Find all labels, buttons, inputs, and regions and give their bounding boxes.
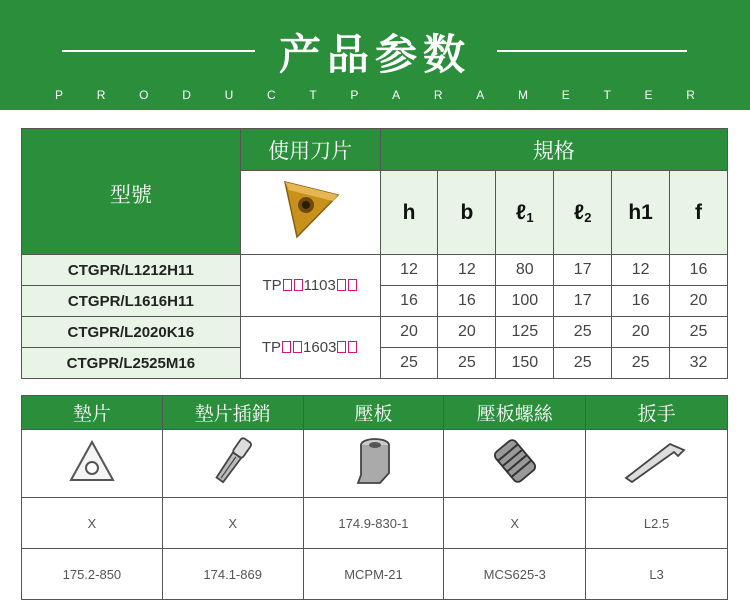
divider-right — [497, 50, 687, 52]
model-header: 型號 — [22, 129, 241, 255]
part-number-cell: MCS625-3 — [444, 549, 586, 600]
parts-column-header: 壓板螺絲 — [444, 396, 586, 430]
placeholder-box — [337, 341, 346, 353]
placeholder-box — [348, 341, 357, 353]
shim-pin-image — [162, 430, 303, 498]
part-number-cell: L2.5 — [586, 498, 728, 549]
subtitle-letter: A — [476, 88, 485, 102]
shim-pin-icon — [210, 434, 256, 488]
value-cell: 25 — [554, 317, 612, 348]
insert-prefix: TP — [261, 339, 282, 356]
insert-image — [240, 171, 380, 255]
clamp-screw-icon — [488, 436, 542, 486]
column-symbol: b — [460, 200, 474, 224]
insert-prefix: TP — [262, 277, 282, 294]
spec-column-header — [438, 171, 496, 255]
spec-column-header — [554, 171, 612, 255]
parts-column-header: 墊片 — [22, 396, 163, 430]
subtitle-letter: M — [518, 88, 529, 102]
column-symbol: h — [402, 200, 416, 224]
column-subscript: 2 — [584, 209, 592, 225]
subtitle-letter: O — [139, 88, 149, 102]
column-symbol: f — [695, 200, 703, 224]
subtitle-letter: A — [392, 88, 401, 102]
placeholder-box — [282, 341, 291, 353]
placeholder-box — [348, 279, 357, 291]
model-cell: CTGPR/L1212H11 — [22, 255, 241, 286]
insert-code-cell — [240, 317, 380, 379]
table-row — [22, 255, 728, 286]
placeholder-box — [337, 279, 346, 291]
value-cell: 25 — [438, 348, 496, 379]
value-cell: 80 — [496, 255, 554, 286]
value-cell: 25 — [554, 348, 612, 379]
value-cell: 12 — [612, 255, 670, 286]
part-number-cell: X — [22, 498, 163, 549]
part-number-cell: X — [444, 498, 586, 549]
model-cell: CTGPR/L1616H11 — [22, 286, 241, 317]
insert-header: 使用刀片 — [240, 129, 380, 171]
value-cell: 20 — [612, 317, 670, 348]
placeholder-box — [293, 341, 302, 353]
value-cell: 16 — [670, 255, 728, 286]
value-cell: 16 — [380, 286, 438, 317]
value-cell: 17 — [554, 255, 612, 286]
value-cell: 20 — [670, 286, 728, 317]
clamp-icon — [350, 435, 396, 487]
table-row — [22, 317, 728, 348]
wrench-image — [586, 430, 728, 498]
subtitle-letter: T — [603, 88, 611, 102]
value-cell: 12 — [380, 255, 438, 286]
spec-table — [21, 128, 728, 379]
part-number-cell: MCPM-21 — [303, 549, 444, 600]
value-cell: 150 — [496, 348, 554, 379]
spec-column-header — [380, 171, 438, 255]
clamp-screw-image — [444, 430, 586, 498]
page-title: 产品参数 — [278, 30, 471, 79]
spec-column-header — [612, 171, 670, 255]
header-banner — [0, 0, 750, 110]
parts-table — [21, 395, 728, 600]
parts-column-header: 扳手 — [586, 396, 728, 430]
value-cell: 125 — [496, 317, 554, 348]
placeholder-box — [283, 279, 292, 291]
value-cell: 25 — [670, 317, 728, 348]
placeholder-box — [294, 279, 303, 291]
subtitle-letter: R — [433, 88, 443, 102]
model-cell: CTGPR/L2525M16 — [22, 348, 241, 379]
shim-image — [22, 430, 163, 498]
part-number-cell: 174.1-869 — [162, 549, 303, 600]
page-subtitle — [55, 88, 695, 102]
part-number-cell: 175.2-850 — [22, 549, 163, 600]
subtitle-letter: C — [266, 88, 276, 102]
value-cell: 12 — [438, 255, 496, 286]
value-cell: 16 — [612, 286, 670, 317]
spec-column-header — [496, 171, 554, 255]
part-number-cell: L3 — [586, 549, 728, 600]
subtitle-letter: U — [224, 88, 234, 102]
value-cell: 25 — [612, 348, 670, 379]
clamp-image — [303, 430, 444, 498]
subtitle-letter: E — [644, 88, 653, 102]
value-cell: 32 — [670, 348, 728, 379]
spec-header: 規格 — [380, 129, 727, 171]
part-number-cell: X — [162, 498, 303, 549]
insert-code: 1103 — [303, 277, 336, 294]
hex-wrench-icon — [622, 438, 692, 484]
parts-column-header: 壓板 — [303, 396, 444, 430]
triangle-shim-icon — [67, 438, 117, 484]
parts-column-header: 墊片插銷 — [162, 396, 303, 430]
subtitle-letter: R — [686, 88, 695, 102]
subtitle-letter: T — [309, 88, 317, 102]
value-cell: 25 — [380, 348, 438, 379]
column-symbol: ℓ — [516, 200, 527, 224]
insert-code-cell — [240, 255, 380, 317]
insert-code: 1603 — [303, 339, 337, 356]
part-number-cell: 174.9-830-1 — [303, 498, 444, 549]
column-symbol: h1 — [628, 200, 653, 224]
value-cell: 16 — [438, 286, 496, 317]
insert-icon — [275, 177, 345, 243]
column-subscript: 1 — [526, 209, 534, 225]
value-cell: 17 — [554, 286, 612, 317]
subtitle-letter: D — [182, 88, 191, 102]
subtitle-letter: P — [55, 88, 64, 102]
column-symbol: ℓ — [573, 200, 585, 224]
subtitle-letter: P — [350, 88, 359, 102]
value-cell: 20 — [380, 317, 438, 348]
subtitle-letter: E — [561, 88, 570, 102]
value-cell: 100 — [496, 286, 554, 317]
model-cell: CTGPR/L2020K16 — [22, 317, 241, 348]
value-cell: 20 — [438, 317, 496, 348]
table-row — [22, 549, 728, 600]
subtitle-letter: R — [96, 88, 106, 102]
table-row — [22, 498, 728, 549]
spec-column-header — [670, 171, 728, 255]
